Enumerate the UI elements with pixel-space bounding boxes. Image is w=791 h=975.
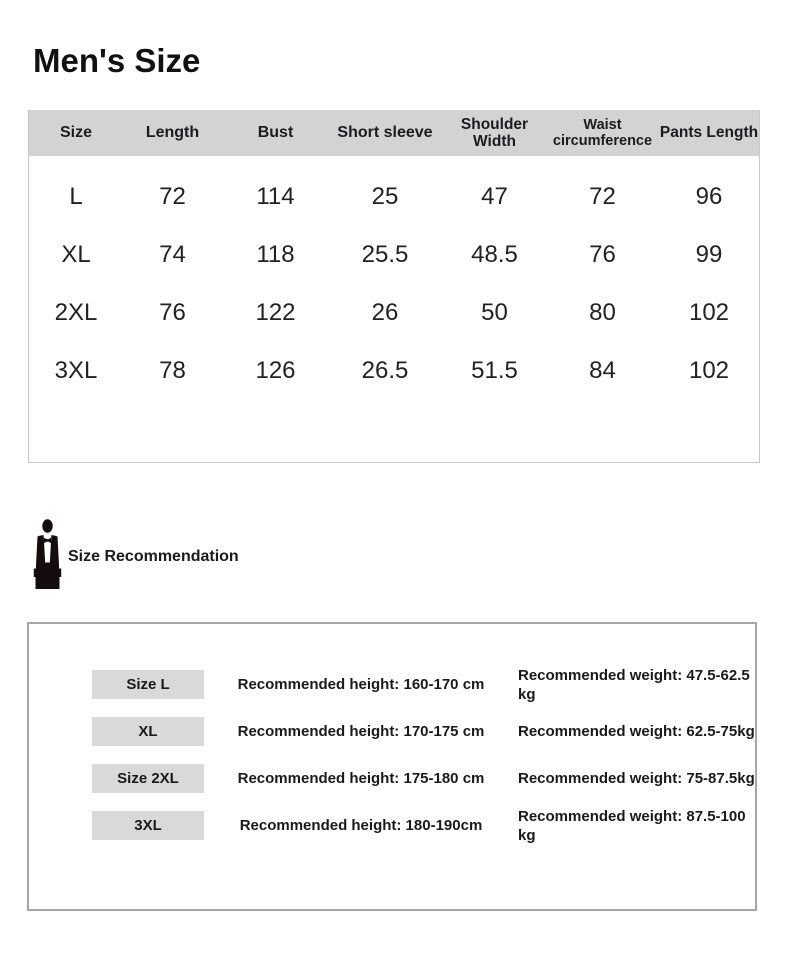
recommended-weight	[518, 722, 755, 741]
recommended-weight-line1: Recommended weight: 87.5-100	[518, 807, 746, 825]
recommendation-box	[27, 622, 757, 911]
cell-size: 3XL	[54, 357, 98, 384]
cell-pants-length: 102	[688, 357, 730, 384]
size-badge: 3XL	[92, 811, 204, 840]
size-table-body	[29, 156, 759, 462]
cell-bust: 122	[255, 299, 296, 326]
size-table	[28, 110, 760, 463]
column-header-short-sleeve: Short sleeve	[337, 124, 433, 142]
column-header-size: Size	[59, 124, 92, 142]
cell-bust: 126	[255, 357, 296, 384]
cell-pants-length: 102	[688, 299, 730, 326]
cell-bust: 118	[256, 241, 295, 268]
recommended-weight-line2: kg	[518, 826, 536, 844]
column-header-length: Length	[145, 124, 200, 142]
cell-size: XL	[61, 241, 91, 268]
size-badge: Size L	[92, 670, 204, 699]
cell-short-sleeve: 26	[371, 299, 399, 326]
table-row	[29, 342, 759, 400]
size-recommendation-label: Size Recommendation	[68, 548, 239, 565]
recommended-weight-line2: kg	[518, 685, 536, 703]
cell-shoulder-width: 48.5	[471, 241, 518, 268]
page-title: Men's Size	[33, 42, 201, 79]
cell-waist: 84	[589, 357, 616, 384]
recommended-weight	[518, 666, 755, 704]
cell-waist: 72	[589, 183, 616, 210]
cell-shoulder-width: 50	[481, 299, 508, 326]
cell-shoulder-width: 51.5	[471, 357, 518, 384]
column-header-pants-length: Pants Length	[659, 124, 759, 142]
cell-length: 74	[159, 241, 186, 268]
table-row	[29, 226, 759, 284]
recommendation-row	[29, 802, 755, 849]
recommended-height: Recommended height: 160-170 cm	[237, 676, 485, 693]
recommendation-row	[29, 708, 755, 755]
column-header-waist: Waist circumference	[552, 116, 653, 149]
cell-size: 2XL	[54, 299, 98, 326]
recommended-height: Recommended height: 175-180 cm	[237, 770, 485, 787]
cell-pants-length: 96	[695, 183, 723, 210]
cell-shoulder-width: 47	[481, 183, 508, 210]
size-badge: XL	[92, 717, 204, 746]
recommended-weight	[518, 769, 755, 788]
recommended-weight	[518, 807, 755, 845]
size-table-header	[29, 110, 759, 156]
cell-waist: 80	[589, 299, 616, 326]
column-header-shoulder-width: Shoulder Width	[460, 115, 529, 150]
recommended-height: Recommended height: 180-190cm	[239, 817, 483, 834]
cell-size: L	[69, 183, 83, 210]
column-header-bust: Bust	[257, 124, 294, 142]
cell-pants-length: 99	[695, 241, 723, 268]
cell-short-sleeve: 25	[371, 183, 399, 210]
table-row	[29, 284, 759, 342]
man-suit-icon	[33, 519, 62, 596]
size-recommendation-heading	[33, 521, 791, 593]
recommended-weight-line1: Recommended weight: 47.5-62.5	[518, 666, 750, 684]
recommended-height: Recommended height: 170-175 cm	[237, 723, 485, 740]
cell-bust: 114	[256, 183, 295, 210]
recommendation-row	[29, 661, 755, 708]
cell-short-sleeve: 26.5	[361, 357, 409, 384]
size-badge: Size 2XL	[92, 764, 204, 793]
cell-length: 78	[159, 357, 186, 384]
recommendation-row	[29, 755, 755, 802]
cell-length: 76	[159, 299, 186, 326]
cell-short-sleeve: 25.5	[361, 241, 409, 268]
recommended-weight-line1: Recommended weight: 75-87.5kg	[518, 770, 755, 787]
recommended-weight-line1: Recommended weight: 62.5-75kg	[518, 723, 755, 740]
cell-length: 72	[159, 183, 186, 210]
cell-waist: 76	[589, 241, 616, 268]
table-row	[29, 168, 759, 226]
